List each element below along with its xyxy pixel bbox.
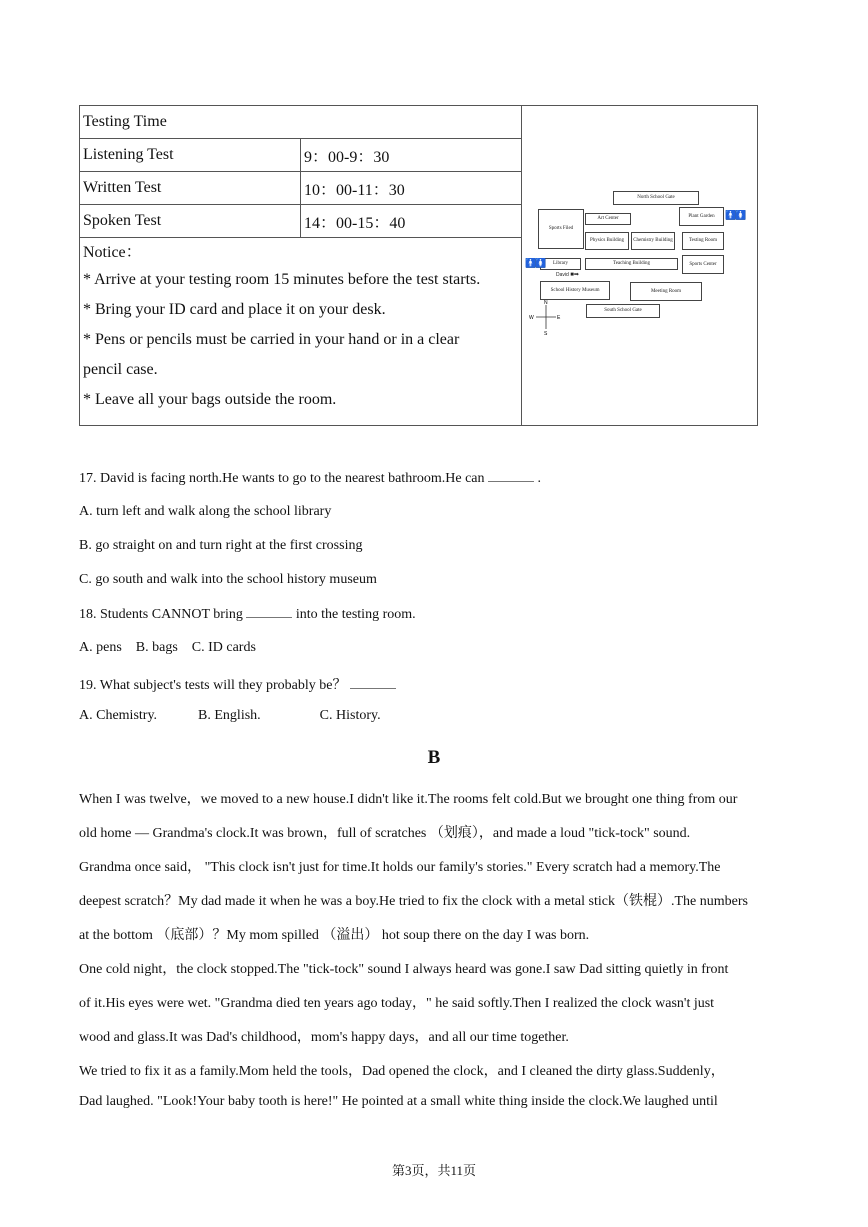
compass-n: N bbox=[544, 300, 548, 306]
test-time: 10：00-11：30 bbox=[301, 172, 522, 205]
map-art-center: Art Center bbox=[585, 213, 631, 225]
compass-w: W bbox=[529, 315, 534, 321]
test-time: 9：00-9：30 bbox=[301, 139, 522, 172]
passage-line: at the bottom （底部）？My mom spilled （溢出） hot soup there on the day I was born. bbox=[79, 928, 590, 943]
question-19: 19. What subject's tests will they probably be？ bbox=[79, 674, 396, 694]
passage-line: We tried to fix it as a family.Mom held the tools，Dad opened the clock，and I cleaned the dirty glass.Suddenly， bbox=[79, 1064, 725, 1079]
map-teaching-building: Teaching Building bbox=[585, 258, 678, 270]
test-time: 14：00-15：40 bbox=[301, 205, 522, 238]
map-library: Library bbox=[540, 258, 581, 270]
passage-line: wood and glass.It was Dad's childhood，mom's happy days，and all our time together. bbox=[79, 1030, 569, 1045]
map-testing-room: Testing Room bbox=[682, 232, 724, 250]
notice-line: * Pens or pencils must be carried in your hand or in a clear bbox=[83, 331, 460, 348]
q18-options: A. pens B. bags C. ID cards bbox=[79, 640, 256, 655]
notice-line: * Bring your ID card and place it on your desk. bbox=[83, 301, 386, 318]
q17-option-c: C. go south and walk into the school history museum bbox=[79, 572, 377, 587]
passage-line: When I was twelve，we moved to a new house.I didn't like it.The rooms felt cold.But we brought one thing from our bbox=[79, 792, 738, 807]
passage-line: old home — Grandma's clock.It was brown，full of scratches （划痕），and made a loud "tick-tock" sound. bbox=[79, 826, 691, 841]
map-david-label: David ■➡ bbox=[556, 272, 579, 278]
answer-blank[interactable] bbox=[246, 606, 292, 618]
passage-line: deepest scratch？My dad made it when he was a boy.He tried to fix the clock with a metal stick（铁棍）.The numbers bbox=[79, 894, 748, 909]
map-south-gate: South School Gate bbox=[586, 304, 660, 318]
passage-line: One cold night，the clock stopped.The "tick-tock" sound I always heard was gone.I saw Dad sitting quietly in front bbox=[79, 962, 729, 977]
notice-line: * Leave all your bags outside the room. bbox=[83, 391, 337, 408]
q19-options: A. Chemistry. B. English. C. History. bbox=[79, 708, 381, 723]
passage-line: of it.His eyes were wet. "Grandma died ten years ago today，" he said softly.Then I realized the clock wasn't just bbox=[79, 996, 715, 1011]
restroom-icon: 🚹🚺 bbox=[525, 259, 546, 269]
map-north-gate: North School Gate bbox=[613, 191, 699, 205]
map-chemistry-building: Chemistry Building bbox=[631, 232, 675, 250]
q17-option-b: B. go straight on and turn right at the first crossing bbox=[79, 538, 363, 553]
testing-info-table bbox=[79, 105, 758, 426]
test-name: Spoken Test bbox=[80, 205, 301, 238]
testing-time-header: Testing Time bbox=[80, 106, 522, 139]
q17-option-a: A. turn left and walk along the school library bbox=[79, 504, 332, 519]
passage-line: Grandma once said， "This clock isn't just for time.It holds our family's stories." Every scratch had a memory.The bbox=[79, 860, 721, 875]
school-map bbox=[522, 106, 758, 426]
compass-icon bbox=[528, 299, 564, 335]
question-17: 17. David is facing north.He wants to go to the nearest bathroom.He can . bbox=[79, 471, 542, 486]
notice-line: pencil case. bbox=[83, 361, 158, 378]
test-name: Written Test bbox=[80, 172, 301, 205]
compass-e: E bbox=[557, 315, 561, 321]
test-name: Listening Test bbox=[80, 139, 301, 172]
map-plant-garden: Plant Garden bbox=[679, 207, 724, 226]
answer-blank[interactable] bbox=[350, 677, 396, 689]
section-heading: B bbox=[427, 747, 441, 768]
passage-line: Dad laughed. "Look!Your baby tooth is here!" He pointed at a small white thing inside the clock.We laughed until bbox=[79, 1094, 718, 1109]
restroom-icon: 🚹🚺 bbox=[725, 211, 746, 221]
notice-title: Notice： bbox=[83, 244, 142, 261]
map-physics-building: Physics Building bbox=[585, 232, 629, 250]
question-18: 18. Students CANNOT bring into the testing room. bbox=[79, 607, 416, 622]
page-number: 第3页，共11页 bbox=[391, 1163, 477, 1178]
map-history-museum: School History Museum bbox=[540, 281, 610, 300]
notice-cell bbox=[80, 238, 522, 426]
map-sports-center: Sports Center bbox=[682, 255, 724, 274]
compass-s: S bbox=[544, 331, 548, 335]
answer-blank[interactable] bbox=[488, 470, 534, 482]
map-meeting-room: Meeting Room bbox=[630, 282, 702, 301]
map-sports-field: Sports Filed bbox=[538, 209, 584, 249]
notice-line: * Arrive at your testing room 15 minutes before the test starts. bbox=[83, 271, 481, 288]
